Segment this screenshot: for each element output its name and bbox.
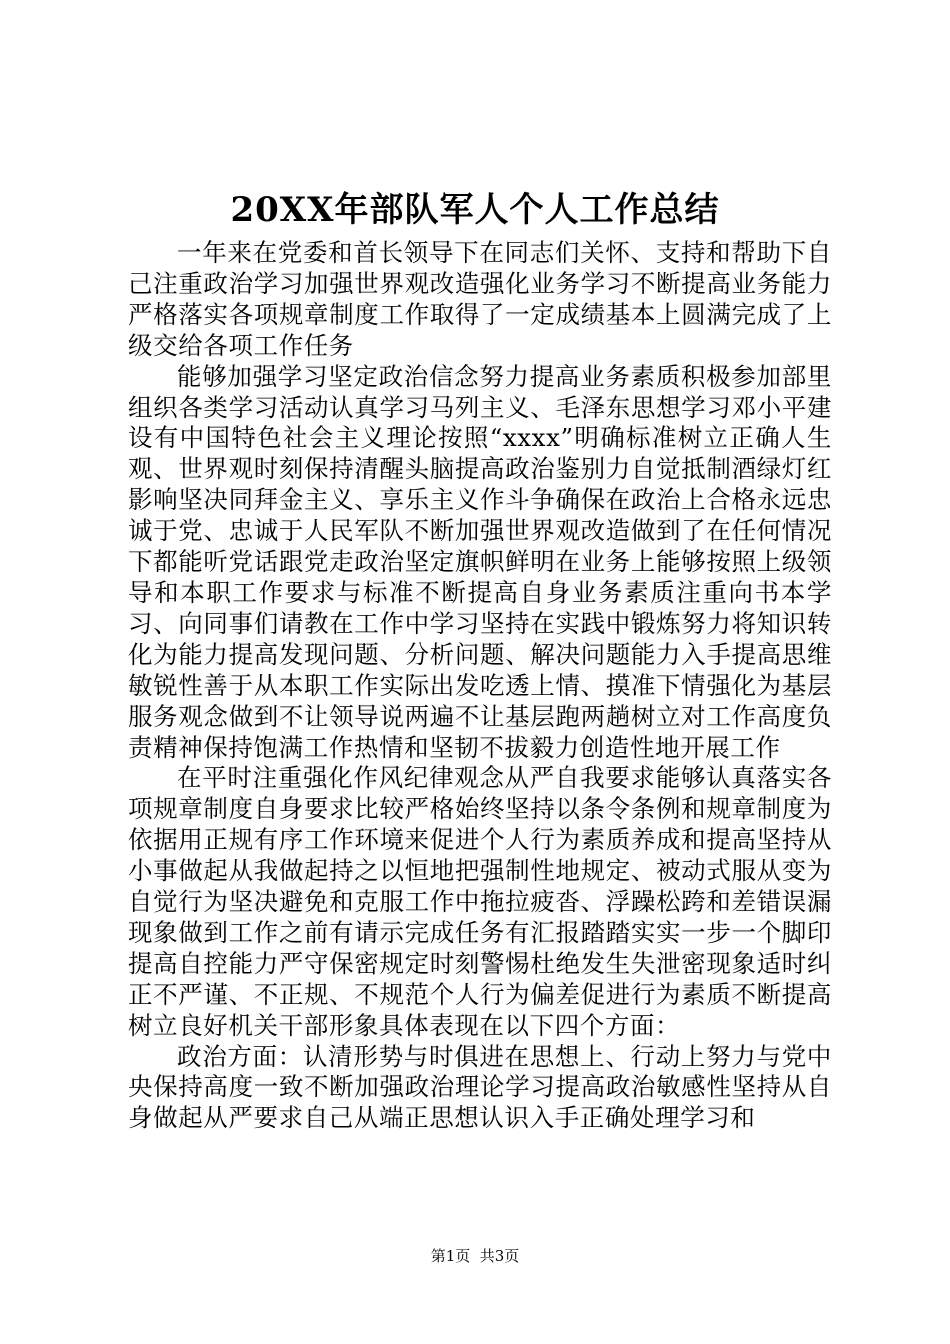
document-title: 20XX年部队军人个人工作总结: [230, 190, 720, 230]
page-number-footer: 第1页 共3页: [430, 1247, 520, 1265]
paragraph-1: 一年来在党委和首长领导下在同志们关怀、支持和帮助下自己注重政治学习加强世界观改造强化业务学习不断提高业务能力严格落实各项规章制度工作取得了一定成绩基本上圆满完成了上级交给各项工作任务: [128, 238, 832, 360]
paragraph-3: 在平时注重强化作风纪律观念从严自我要求能够认真落实各项规章制度自身要求比较严格始终坚持以条令条例和规章制度为依据用正规有序工作环境来促进个人行为素质养成和提高坚持从小事做起从我做起持之以恒地把强制性地规定、被动式服从变为自觉行为坚决避免和克服工作中拖拉疲沓、浮躁松跨和差错误漏现象做到工作之前有请示完成任务有汇报踏踏实实一步一个脚印提高自控能力严守保密规定时刻警惕杜绝发生失泄密现象适时纠正不严谨、不正规、不规范个人行为偏差促进行为素质不断提高树立良好机关干部形象具体表现在以下四个方面：: [128, 763, 832, 1040]
document-body: [128, 238, 832, 1134]
paragraph-4: 政治方面：认清形势与时俱进在思想上、行动上努力与党中央保持高度一致不断加强政治理论学习提高政治敏感性坚持从自身做起从严要求自己从端正思想认识入手正确处理学习和: [128, 1041, 832, 1133]
paragraph-2: 能够加强学习坚定政治信念努力提高业务素质积极参加部里组织各类学习活动认真学习马列主义、毛泽东思想学习邓小平建设有中国特色社会主义理论按照“xxxx”明确标准树立正确人生观、世界观时刻保持清醒头脑提高政治鉴别力自觉抵制酒绿灯红影响坚决同拜金主义、享乐主义作斗争确保在政治上合格永远忠诚于党、忠诚于人民军队不断加强世界观改造做到了在任何情况下都能听党话跟党走政治坚定旗帜鲜明在业务上能够按照上级领导和本职工作要求与标准不断提高自身业务素质注重向书本学习、向同事们请教在工作中学习坚持在实践中锻炼努力将知识转化为能力提高发现问题、分析问题、解决问题能力入手提高思维敏锐性善于从本职工作实际出发吃透上情、摸准下情强化为基层服务观念做到不让领导说两遍不让基层跑两趟树立对工作高度负责精神保持饱满工作热情和坚韧不拔毅力创造性地开展工作: [128, 361, 832, 762]
